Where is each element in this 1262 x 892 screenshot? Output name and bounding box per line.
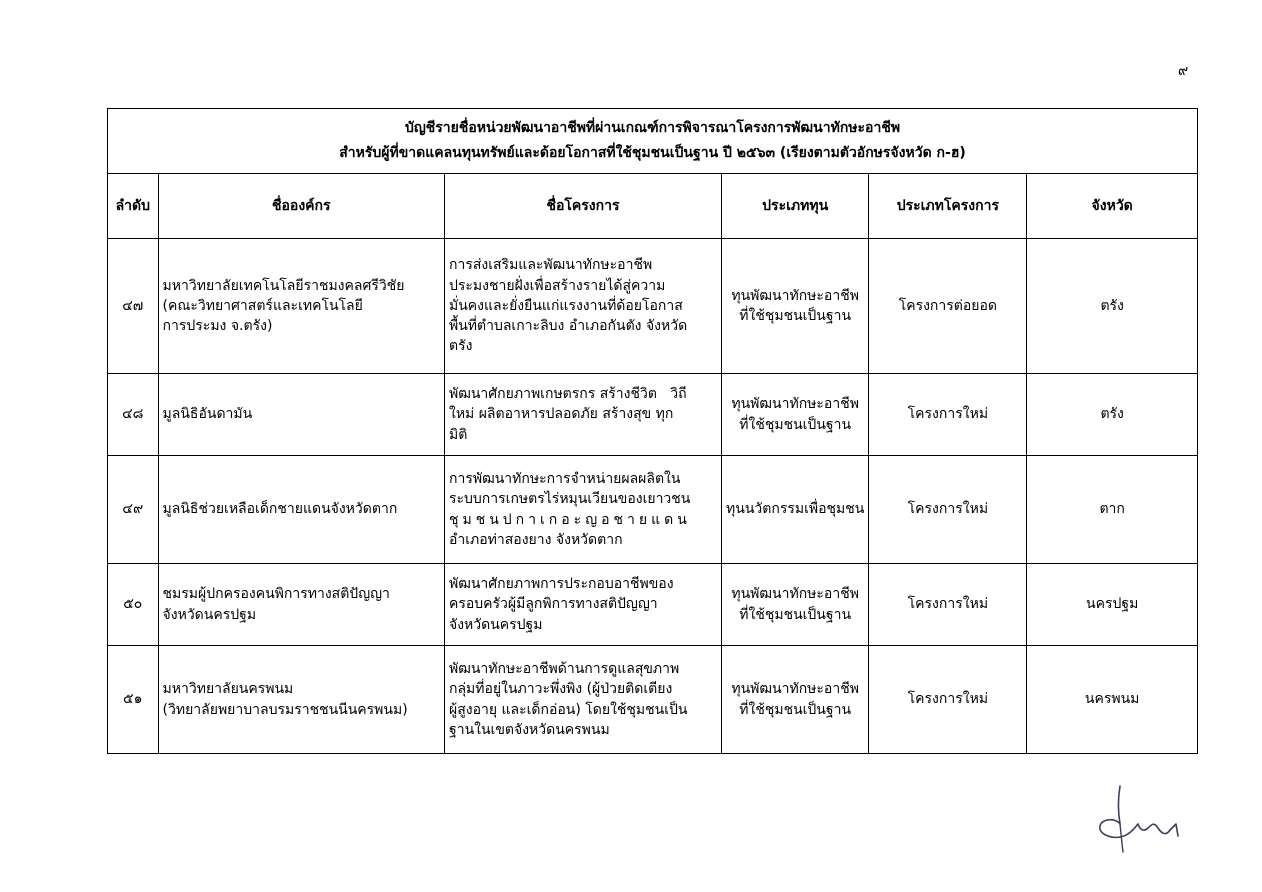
row-type: โครงการใหม่ [869,564,1027,646]
signature-mark [1092,778,1188,858]
header-project: ชื่อโครงการ [444,174,721,239]
project-line: กลุ่มที่อยู่ในภาวะพึ่งพิง (ผู้ป่วยติดเตียง [448,681,673,698]
row-project [444,374,721,456]
org-line: มหาวิทยาลัยนครพนม [162,681,294,698]
row-no: ๕๑ [108,646,159,754]
row-province: ตาก [1027,456,1198,564]
row-fund [721,564,868,646]
row-no: ๕๐ [108,564,159,646]
project-line: ประมงชายฝั่งเพื่อสร้างรายได้สู่ความ [448,277,666,294]
row-no: ๔๘ [108,374,159,456]
fund-line: ทุนพัฒนาทักษะอาชีพ [731,681,859,698]
row-fund [721,239,868,374]
table-row [108,646,1198,754]
org-line: (คณะวิทยาศาสตร์และเทคโนโลยี [162,297,363,314]
project-list-table [107,108,1198,754]
fund-line: ทุนพัฒนาทักษะอาชีพ [731,396,859,413]
row-org [158,456,444,564]
org-line: ชมรมผู้ปกครองคนพิการทางสติปัญญา [162,586,390,603]
row-fund [721,646,868,754]
header-row [108,174,1198,239]
project-line: พื้นที่ตำบลเกาะลิบง อำเภอกันตัง จังหวัด [448,318,688,335]
project-line: มั่นคงและยั่งยืนแก่แรงงานที่ด้อยโอกาส [448,297,683,314]
title-row [108,109,1198,174]
project-line: พัฒนาศักยภาพการประกอบอาชีพของ [448,576,674,593]
row-province: นครปฐม [1027,564,1198,646]
row-province: นครพนม [1027,646,1198,754]
row-no: ๔๗ [108,239,159,374]
org-line: มูลนิธิช่วยเหลือเด็กชายแดนจังหวัดตาก [162,501,398,518]
org-line: จังหวัดนครปฐม [162,606,257,623]
project-line: ฐานในเขตจังหวัดนครพนม [448,721,610,738]
title-line-2: สำหรับผู้ที่ขาดแคลนทุนทรัพย์และด้อยโอกาสที่ใช้ชุมชนเป็นฐาน ปี ๒๕๖๓ (เรียงตามตัวอักษรจังหวัด ก-ฮ) [339,145,966,161]
project-line: การพัฒนาทักษะการจำหน่ายผลผลิตใน [448,470,681,487]
org-line: (วิทยาลัยพยาบาลบรมราชชนนีนครพนม) [162,701,408,718]
table-title [108,109,1198,174]
fund-line: ทุนนวัตกรรมเพื่อชุมชน [726,501,865,518]
row-fund [721,374,868,456]
fund-line: ที่ใช้ชุมชนเป็นฐาน [739,308,852,324]
row-project [444,646,721,754]
row-fund [721,456,868,564]
header-org: ชื่อองค์กร [158,174,444,239]
table-row [108,564,1198,646]
project-line: พัฒนาศักยภาพเกษตรกร สร้างชีวิต วิถี [448,386,687,403]
project-line: จังหวัดนครปฐม [448,616,543,633]
fund-line: ทุนพัฒนาทักษะอาชีพ [731,586,859,603]
fund-line: ที่ใช้ชุมชนเป็นฐาน [739,701,852,718]
row-type: โครงการใหม่ [869,374,1027,456]
fund-line: ทุนพัฒนาทักษะอาชีพ [731,287,859,304]
project-line: ใหม่ ผลิตอาหารปลอดภัย สร้างสุข ทุก [448,406,674,423]
row-org [158,646,444,754]
project-line: พัฒนาทักษะอาชีพด้านการดูแลสุขภาพ [448,660,680,677]
project-line: การส่งเสริมและพัฒนาทักษะอาชีพ [448,257,653,274]
row-province: ตรัง [1027,374,1198,456]
row-type: โครงการใหม่ [869,646,1027,754]
row-type: โครงการใหม่ [869,456,1027,564]
project-line: ผู้สูงอายุ และเด็กอ่อน) โดยใช้ชุมชนเป็น [448,701,688,718]
project-line: ตรัง [448,338,473,355]
row-no: ๔๙ [108,456,159,564]
table-row [108,374,1198,456]
header-province: จังหวัด [1027,174,1198,239]
project-line: ชุมชนปกาเกอะญอชายแดน [448,511,691,528]
org-line: มูลนิธิอันดามัน [162,406,253,423]
page-number: ๙ [1178,63,1189,79]
project-line: มิติ [448,426,468,443]
org-line: การประมง จ.ตรัง) [162,318,273,335]
row-project [444,564,721,646]
table-row [108,239,1198,374]
project-line: อำเภอท่าสองยาง จังหวัดตาก [448,531,623,548]
row-org [158,564,444,646]
header-type: ประเภทโครงการ [869,174,1027,239]
table-row [108,456,1198,564]
row-project [444,456,721,564]
project-line: ระบบการเกษตรไร่หมุนเวียนของเยาวชน [448,491,691,508]
row-province: ตรัง [1027,239,1198,374]
row-org [158,374,444,456]
row-org [158,239,444,374]
row-project [444,239,721,374]
title-line-1: บัญชีรายชื่อหน่วยพัฒนาอาชีพที่ผ่านเกณฑ์การพิจารณาโครงการพัฒนาทักษะอาชีพ [404,119,901,136]
org-line: มหาวิทยาลัยเทคโนโลยีราชมงคลศรีวิชัย [162,277,405,294]
fund-line: ที่ใช้ชุมชนเป็นฐาน [739,606,852,623]
row-type: โครงการต่อยอด [869,239,1027,374]
project-line: ครอบครัวผู้มีลูกพิการทางสติปัญญา [448,596,658,613]
header-fund: ประเภททุน [721,174,868,239]
header-no: ลำดับ [108,174,159,239]
fund-line: ที่ใช้ชุมชนเป็นฐาน [739,416,852,433]
